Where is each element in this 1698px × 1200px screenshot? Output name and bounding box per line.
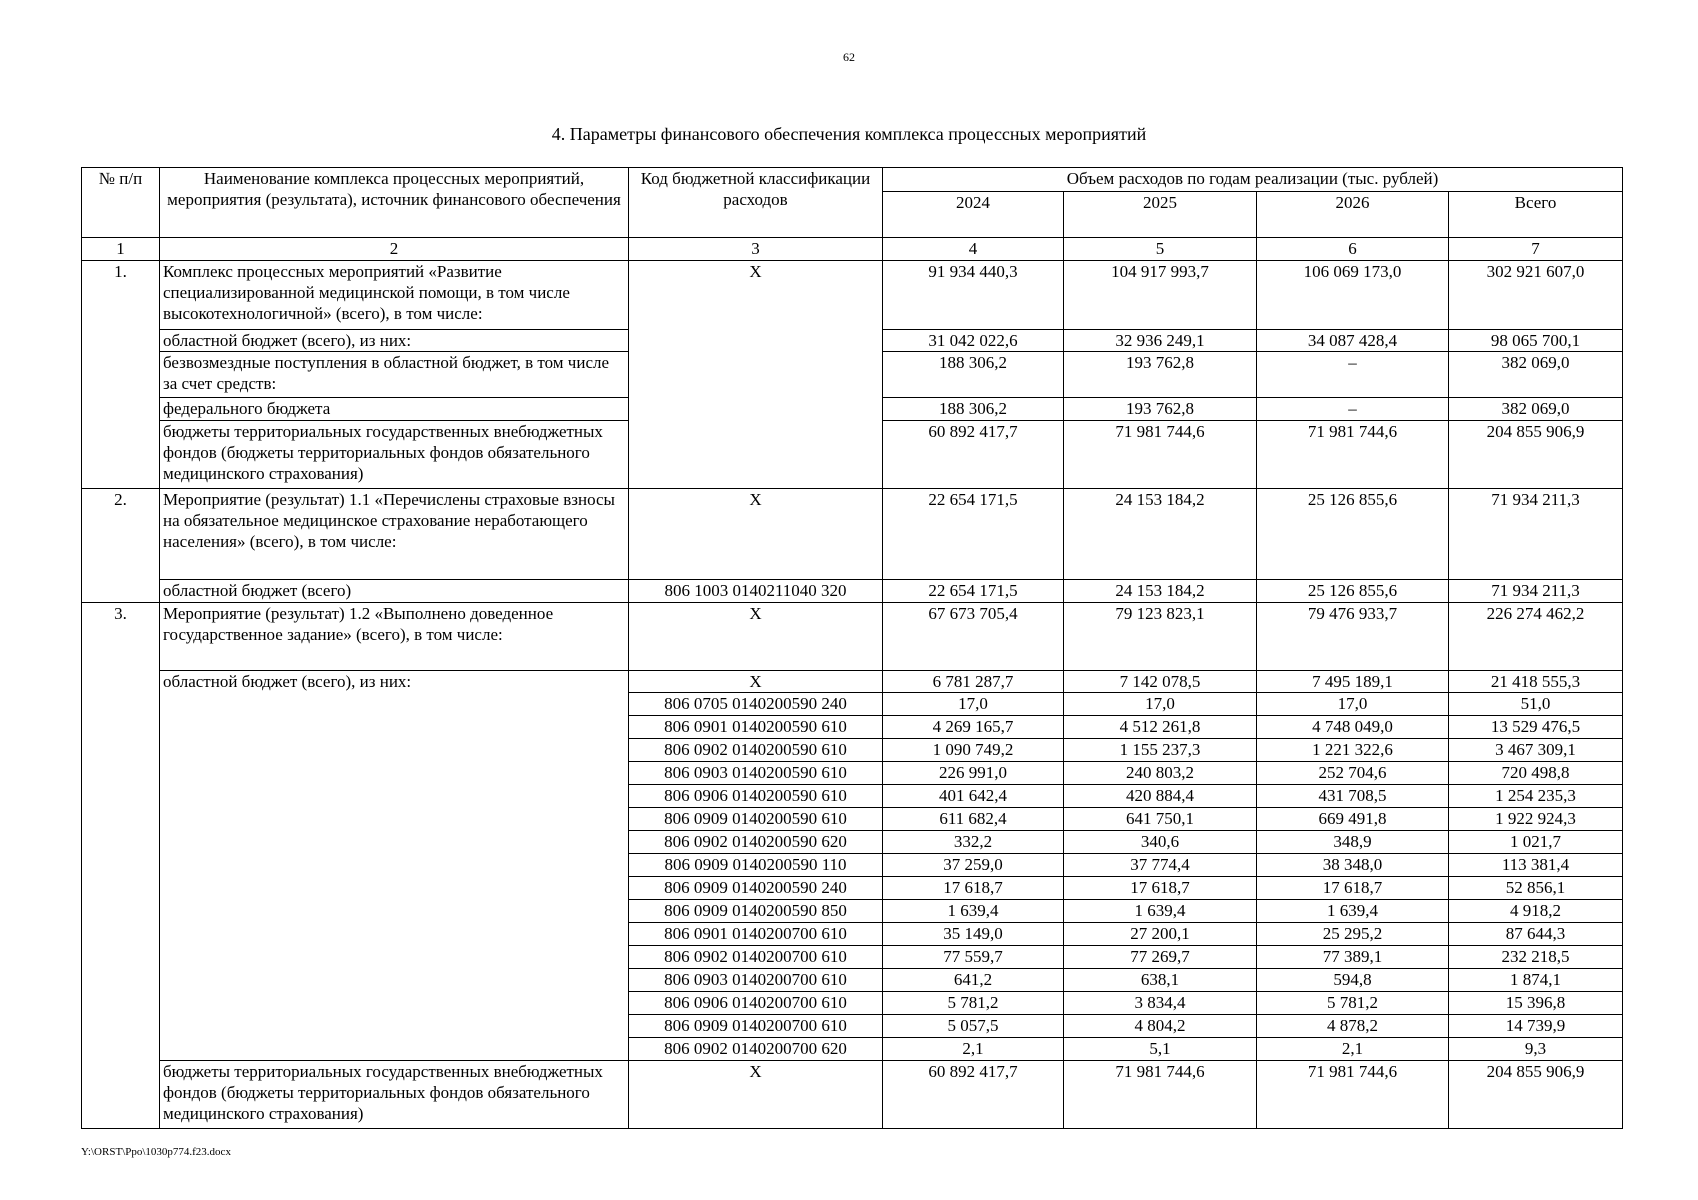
value-total: 98 065 700,1 bbox=[1449, 330, 1623, 352]
value-2024: 611 682,4 bbox=[883, 808, 1064, 831]
value-2025: 37 774,4 bbox=[1064, 854, 1257, 877]
table-row bbox=[82, 261, 1623, 330]
header-code: Код бюджетной классификации расходов bbox=[629, 168, 883, 238]
row-code: 806 0902 0140200590 610 bbox=[629, 739, 883, 762]
value-total: 1 021,7 bbox=[1449, 831, 1623, 854]
value-total: 15 396,8 bbox=[1449, 992, 1623, 1015]
value-2025: 420 884,4 bbox=[1064, 785, 1257, 808]
colnum-5: 5 bbox=[1064, 238, 1257, 261]
value-2025: 79 123 823,1 bbox=[1064, 603, 1257, 671]
value-total: 204 855 906,9 bbox=[1449, 421, 1623, 489]
value-2024: 1 090 749,2 bbox=[883, 739, 1064, 762]
row-name: федерального бюджета bbox=[160, 398, 629, 421]
table-row bbox=[82, 1061, 1623, 1129]
colnum-1: 1 bbox=[82, 238, 160, 261]
value-2025: 27 200,1 bbox=[1064, 923, 1257, 946]
row-name: областной бюджет (всего), из них: bbox=[160, 671, 629, 1061]
value-2024: 91 934 440,3 bbox=[883, 261, 1064, 330]
value-total: 71 934 211,3 bbox=[1449, 580, 1623, 603]
value-2025: 4 804,2 bbox=[1064, 1015, 1257, 1038]
value-2026: 17 618,7 bbox=[1257, 877, 1449, 900]
value-total: 720 498,8 bbox=[1449, 762, 1623, 785]
row-code: Х bbox=[629, 603, 883, 671]
value-total: 1 922 924,3 bbox=[1449, 808, 1623, 831]
value-total: 3 467 309,1 bbox=[1449, 739, 1623, 762]
row-code: 806 0902 0140200700 620 bbox=[629, 1038, 883, 1061]
row-code: 806 0906 0140200700 610 bbox=[629, 992, 883, 1015]
header-year-2025: 2025 bbox=[1064, 192, 1257, 238]
value-total: 14 739,9 bbox=[1449, 1015, 1623, 1038]
value-2024: 22 654 171,5 bbox=[883, 489, 1064, 580]
value-2026: 4 878,2 bbox=[1257, 1015, 1449, 1038]
row-name: безвозмездные поступления в областной бюджет, в том числе за счет средств: bbox=[160, 352, 629, 398]
table-row bbox=[82, 603, 1623, 671]
value-2025: 5,1 bbox=[1064, 1038, 1257, 1061]
row-code: 806 0901 0140200700 610 bbox=[629, 923, 883, 946]
value-2026: 25 295,2 bbox=[1257, 923, 1449, 946]
row-code: 806 0903 0140200590 610 bbox=[629, 762, 883, 785]
row-code: Х bbox=[629, 489, 883, 580]
value-2024: 2,1 bbox=[883, 1038, 1064, 1061]
row-code: 806 0903 0140200700 610 bbox=[629, 969, 883, 992]
value-total: 21 418 555,3 bbox=[1449, 671, 1623, 693]
value-2026: 4 748 049,0 bbox=[1257, 716, 1449, 739]
value-2026: 431 708,5 bbox=[1257, 785, 1449, 808]
value-total: 232 218,5 bbox=[1449, 946, 1623, 969]
colnum-7: 7 bbox=[1449, 238, 1623, 261]
header-num: № п/п bbox=[82, 168, 160, 238]
value-total: 226 274 462,2 bbox=[1449, 603, 1623, 671]
row-num: 1. bbox=[82, 261, 160, 489]
value-total: 51,0 bbox=[1449, 693, 1623, 716]
table-row bbox=[82, 671, 1623, 693]
value-2025: 193 762,8 bbox=[1064, 398, 1257, 421]
row-code: 806 0909 0140200590 240 bbox=[629, 877, 883, 900]
header-year-2024: 2024 bbox=[883, 192, 1064, 238]
value-total: 52 856,1 bbox=[1449, 877, 1623, 900]
value-2024: 22 654 171,5 bbox=[883, 580, 1064, 603]
row-name: Мероприятие (результат) 1.2 «Выполнено доведенное государственное задание» (всего), в том числе: bbox=[160, 603, 629, 671]
header-year-2026: 2026 bbox=[1257, 192, 1449, 238]
value-2026: 34 087 428,4 bbox=[1257, 330, 1449, 352]
value-2026: 2,1 bbox=[1257, 1038, 1449, 1061]
file-path-footer: Y:\ORST\Ppo\1030p774.f23.docx bbox=[81, 1146, 231, 1158]
page-title: 4. Параметры финансового обеспечения комплекса процессных мероприятий bbox=[551, 124, 1147, 144]
row-code: 806 1003 0140211040 320 bbox=[629, 580, 883, 603]
row-code: 806 0705 0140200590 240 bbox=[629, 693, 883, 716]
value-total: 4 918,2 bbox=[1449, 900, 1623, 923]
value-2026: 669 491,8 bbox=[1257, 808, 1449, 831]
colnum-3: 3 bbox=[629, 238, 883, 261]
value-2024: 332,2 bbox=[883, 831, 1064, 854]
value-2026: 25 126 855,6 bbox=[1257, 580, 1449, 603]
value-total: 113 381,4 bbox=[1449, 854, 1623, 877]
value-2026: 106 069 173,0 bbox=[1257, 261, 1449, 330]
value-2026: 17,0 bbox=[1257, 693, 1449, 716]
value-2025: 104 917 993,7 bbox=[1064, 261, 1257, 330]
value-2024: 17,0 bbox=[883, 693, 1064, 716]
value-total: 71 934 211,3 bbox=[1449, 489, 1623, 580]
value-2026: 252 704,6 bbox=[1257, 762, 1449, 785]
value-2026: – bbox=[1257, 398, 1449, 421]
value-2024: 77 559,7 bbox=[883, 946, 1064, 969]
value-2024: 67 673 705,4 bbox=[883, 603, 1064, 671]
row-code: 806 0906 0140200590 610 bbox=[629, 785, 883, 808]
value-2024: 401 642,4 bbox=[883, 785, 1064, 808]
value-2026: 7 495 189,1 bbox=[1257, 671, 1449, 693]
table-row bbox=[82, 489, 1623, 580]
value-total: 1 874,1 bbox=[1449, 969, 1623, 992]
value-total: 9,3 bbox=[1449, 1038, 1623, 1061]
row-code: Х bbox=[629, 671, 883, 693]
value-2026: 1 221 322,6 bbox=[1257, 739, 1449, 762]
value-2024: 188 306,2 bbox=[883, 398, 1064, 421]
value-2024: 37 259,0 bbox=[883, 854, 1064, 877]
value-2024: 60 892 417,7 bbox=[883, 1061, 1064, 1129]
value-2025: 240 803,2 bbox=[1064, 762, 1257, 785]
column-number-row bbox=[82, 238, 1623, 261]
value-2024: 5 057,5 bbox=[883, 1015, 1064, 1038]
row-code: 806 0909 0140200590 850 bbox=[629, 900, 883, 923]
value-2024: 31 042 022,6 bbox=[883, 330, 1064, 352]
value-2024: 4 269 165,7 bbox=[883, 716, 1064, 739]
value-2025: 3 834,4 bbox=[1064, 992, 1257, 1015]
row-code: 806 0902 0140200700 610 bbox=[629, 946, 883, 969]
value-2024: 60 892 417,7 bbox=[883, 421, 1064, 489]
value-total: 13 529 476,5 bbox=[1449, 716, 1623, 739]
value-2024: 35 149,0 bbox=[883, 923, 1064, 946]
financial-table bbox=[81, 167, 1623, 1129]
value-2025: 1 639,4 bbox=[1064, 900, 1257, 923]
header-volume: Объем расходов по годам реализации (тыс. рублей) bbox=[883, 168, 1623, 192]
value-total: 87 644,3 bbox=[1449, 923, 1623, 946]
row-code: Х bbox=[629, 1061, 883, 1129]
value-2025: 24 153 184,2 bbox=[1064, 489, 1257, 580]
value-2024: 5 781,2 bbox=[883, 992, 1064, 1015]
row-code: 806 0909 0140200700 610 bbox=[629, 1015, 883, 1038]
row-name: Мероприятие (результат) 1.1 «Перечислены страховые взносы на обязательное медицинское страхование неработающего населения» (всего), в том числе: bbox=[160, 489, 629, 580]
header-name: Наименование комплекса процессных мероприятий, мероприятия (результата), источник финансового обеспечения bbox=[160, 168, 629, 238]
value-2026: 71 981 744,6 bbox=[1257, 421, 1449, 489]
page-number: 62 bbox=[843, 50, 855, 64]
value-2026: 1 639,4 bbox=[1257, 900, 1449, 923]
row-name: Комплекс процессных мероприятий «Развитие специализированной медицинской помощи, в том числе высокотехнологичной» (всего), в том числе: bbox=[160, 261, 629, 330]
value-2025: 17,0 bbox=[1064, 693, 1257, 716]
row-code: 806 0909 0140200590 610 bbox=[629, 808, 883, 831]
value-2025: 32 936 249,1 bbox=[1064, 330, 1257, 352]
value-2025: 24 153 184,2 bbox=[1064, 580, 1257, 603]
value-total: 302 921 607,0 bbox=[1449, 261, 1623, 330]
value-2024: 641,2 bbox=[883, 969, 1064, 992]
row-name: бюджеты территориальных государственных внебюджетных фондов (бюджеты территориальных фондов обязательного медицинского страхования) bbox=[160, 1061, 629, 1129]
value-2024: 17 618,7 bbox=[883, 877, 1064, 900]
value-2025: 638,1 bbox=[1064, 969, 1257, 992]
colnum-6: 6 bbox=[1257, 238, 1449, 261]
colnum-2: 2 bbox=[160, 238, 629, 261]
value-2025: 7 142 078,5 bbox=[1064, 671, 1257, 693]
value-total: 382 069,0 bbox=[1449, 398, 1623, 421]
value-2026: 71 981 744,6 bbox=[1257, 1061, 1449, 1129]
table-row bbox=[82, 580, 1623, 603]
value-2025: 340,6 bbox=[1064, 831, 1257, 854]
value-2026: 348,9 bbox=[1257, 831, 1449, 854]
value-total: 382 069,0 bbox=[1449, 352, 1623, 398]
value-2025: 77 269,7 bbox=[1064, 946, 1257, 969]
row-name: областной бюджет (всего), из них: bbox=[160, 330, 629, 352]
value-total: 204 855 906,9 bbox=[1449, 1061, 1623, 1129]
value-total: 1 254 235,3 bbox=[1449, 785, 1623, 808]
value-2026: 79 476 933,7 bbox=[1257, 603, 1449, 671]
row-num: 3. bbox=[82, 603, 160, 1129]
row-code: Х bbox=[629, 261, 883, 489]
row-num: 2. bbox=[82, 489, 160, 603]
value-2024: 6 781 287,7 bbox=[883, 671, 1064, 693]
value-2025: 71 981 744,6 bbox=[1064, 1061, 1257, 1129]
colnum-4: 4 bbox=[883, 238, 1064, 261]
value-2026: 38 348,0 bbox=[1257, 854, 1449, 877]
value-2026: 77 389,1 bbox=[1257, 946, 1449, 969]
value-2025: 71 981 744,6 bbox=[1064, 421, 1257, 489]
value-2025: 4 512 261,8 bbox=[1064, 716, 1257, 739]
row-code: 806 0909 0140200590 110 bbox=[629, 854, 883, 877]
value-2026: – bbox=[1257, 352, 1449, 398]
header-total: Всего bbox=[1449, 192, 1623, 238]
value-2024: 226 991,0 bbox=[883, 762, 1064, 785]
row-code: 806 0901 0140200590 610 bbox=[629, 716, 883, 739]
row-name: бюджеты территориальных государственных внебюджетных фондов (бюджеты территориальных фондов обязательного медицинского страхования) bbox=[160, 421, 629, 489]
value-2025: 193 762,8 bbox=[1064, 352, 1257, 398]
value-2024: 1 639,4 bbox=[883, 900, 1064, 923]
value-2026: 594,8 bbox=[1257, 969, 1449, 992]
row-code: 806 0902 0140200590 620 bbox=[629, 831, 883, 854]
value-2025: 641 750,1 bbox=[1064, 808, 1257, 831]
value-2025: 1 155 237,3 bbox=[1064, 739, 1257, 762]
value-2026: 25 126 855,6 bbox=[1257, 489, 1449, 580]
value-2026: 5 781,2 bbox=[1257, 992, 1449, 1015]
row-name: областной бюджет (всего) bbox=[160, 580, 629, 603]
value-2025: 17 618,7 bbox=[1064, 877, 1257, 900]
value-2024: 188 306,2 bbox=[883, 352, 1064, 398]
